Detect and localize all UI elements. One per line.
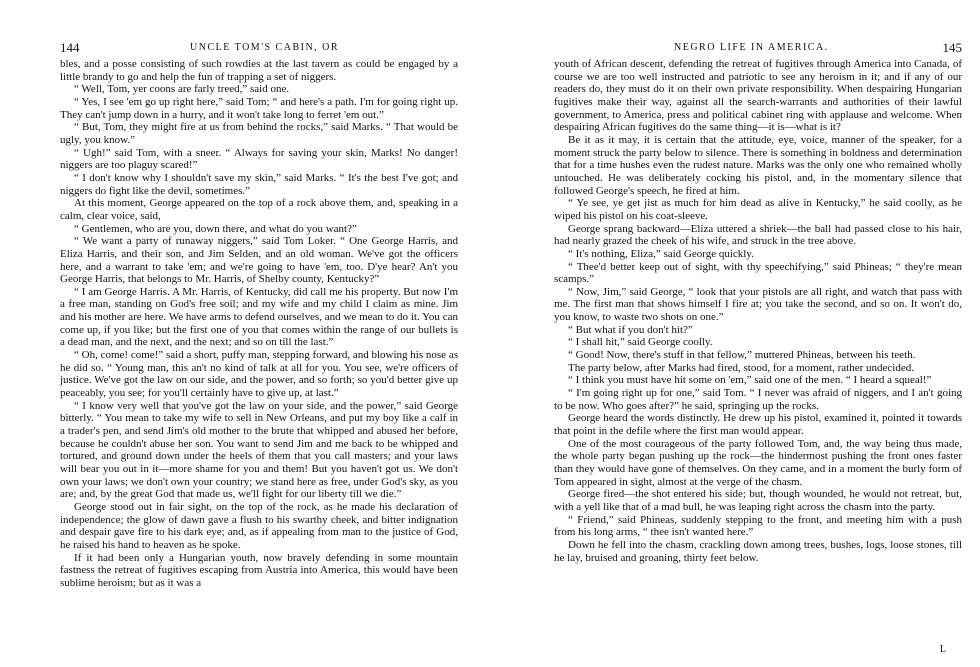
paragraph: “ Now, Jim,” said George, “ look that your pistols are all right, and watch that pass with me. The first man that shows himself I fire at; you take the second, and so on. It won't do, you know, to waste two shots on one.” [554, 285, 962, 324]
left-page-header [60, 40, 458, 58]
left-page-number: 144 [60, 40, 80, 55]
paragraph: Down he fell into the chasm, crackling down among trees, bushes, logs, loose stones, till he lay, bruised and groaning, thirty feet below. [554, 538, 962, 564]
paragraph: Be it as it may, it is certain that the attitude, eye, voice, manner of the speaker, for a moment struck the party below to silence. There is something in boldness and determination that for a time hushes even the rudest nature. Marks was the only one who remained wholly untouched. He was deliberately cocking his pistol, and, in the momentary silence that followed George's speech, he fired at him. [554, 133, 962, 197]
signature-mark: L [939, 644, 946, 655]
paragraph: George sprang backward—Eliza uttered a shriek—the ball had passed close to his hair, had nearly grazed the cheek of his wife, and struck in the tree above. [554, 222, 962, 248]
right-running-head: NEGRO LIFE IN AMERICA. [674, 42, 829, 53]
paragraph: “ Well, Tom, yer coons are farly treed,” said one. [74, 83, 290, 96]
paragraph: “ I'm going right up for one,” said Tom. “ I never was afraid of niggers, and I an't going to be now. Who goes after?” he said, springing up the rocks. [554, 387, 962, 412]
paragraph: “ I am George Harris. A Mr. Harris, of Kentucky, did call me his property. But now I'm a free man, standing on God's free soil; and my wife and my child I claim as mine. Jim and his mother are here. We have arms to defend ourselves, and we mean to do it. You can come up, if you like; but the first one of you that comes within the range of our bullets is a dead man, and the next, and the next; and so on till the last.” [60, 285, 458, 349]
paragraph: “ But, Tom, they might fire at us from behind the rocks,” said Marks. “ That would be ugly, you know.” [60, 121, 458, 146]
paragraph: “ Yes, I see 'em go up right here,” said Tom; “ and here's a path. I'm for going right up. They can't jump down in a hurry, and it won't take long to ferret 'em out.” [60, 95, 458, 121]
right-page [492, 0, 980, 667]
paragraph: bles, and a posse consisting of such rowdies at the last tavern as could be engaged by a little brandy to go and help the fun of trapping a set of niggers. [60, 58, 458, 83]
right-page-text [554, 58, 962, 564]
paragraph: One of the most courageous of the party followed Tom, and, the way being thus made, the whole party began pushing up the rock—the hindermost pushing the front ones faster than they would have gone of themselves. On they came, and in a moment the burly form of Tom appeared in sight, almost at the verge of the chasm. [554, 437, 962, 488]
paragraph: “ Friend,” said Phineas, suddenly stepping to the front, and meeting him with a push from his long arms, “ thee isn't wanted here.” [554, 513, 962, 539]
paragraph: “ Oh, come! come!” said a short, puffy man, stepping forward, and blowing his nose as he did so. “ Young man, this an't no kind of talk at all for you. You see, we're officers of justice. We've got the law on our side, and the power, and so forth; so you'd better give up peaceably, you see; for you'll certainly have to give up, at last.” [60, 349, 458, 400]
left-running-head: UNCLE TOM'S CABIN, OR [190, 42, 340, 53]
left-page-text [60, 58, 458, 590]
paragraph: “ I shall hit,” said George coolly. [568, 336, 713, 349]
paragraph: At this moment, George appeared on the top of a rock above them, and, speaking in a calm, clear voice, said, [60, 197, 458, 222]
paragraph: George heard the words distinctly. He drew up his pistol, examined it, pointed it towards that point in the defile where the first man would appear. [554, 412, 962, 438]
paragraph: “ Ye see, ye get jist as much for him dead as alive in Kentucky,” he said coolly, as he wiped his pistol on his coat-sleeve. [554, 197, 962, 222]
paragraph: George stood out in fair sight, on the top of the rock, as he made his declaration of independence; the glow of dawn gave a flush to his swarthy cheek, and bitter indignation and despair gave fire to his dark eye; and, as if appealing from man to the justice of God, he raised his hand to heaven as he spoke. [60, 500, 458, 551]
paragraph: “ Ugh!” said Tom, with a sneer. “ Always for saving your skin, Marks! No danger! niggers are too plaguy scared!” [60, 146, 458, 172]
paragraph: “ We want a party of runaway niggers,” said Tom Loker. “ One George Harris, and Eliza Harris, and their son, and Jim Selden, and an old woman. We've got the officers here, and a warrant to take 'em; and we're going to have 'em, too. D'ye hear? An't you George Harris, that belongs to Mr. Harris, of Shelby county, Kentucky?” [60, 235, 458, 286]
paragraph: “ I know very well that you've got the law on your side, and the power,” said George bitterly. “ You mean to take my wife to sell in New Orleans, and put my boy like a calf in a trader's pen, and send Jim's old mother to the brute that whipped and abused her before, because he couldn't abuse her son. You want to send Jim and me back to be whipped and tortured, and ground down under the heels of them that you call masters; and your laws will bear you out in it—more shame for you and them! But you haven't got us. We don't own your laws; we don't own your country; we stand here as free, under God's sky, as you are; and, by the great God that made us, we'll fight for our liberty till we die.” [60, 399, 458, 501]
paragraph: “ Thee'd better keep out of sight, with thy speechifying,” said Phineas; “ they're mean scamps.” [554, 260, 962, 286]
left-page [0, 0, 480, 667]
right-page-header [554, 40, 962, 58]
paragraph: The party below, after Marks had fired, stood, for a moment, rather undecided. [568, 361, 914, 374]
paragraph: youth of African descent, defending the retreat of fugitives through America into Canada, of course we are too well instructed and patriotic to see any heroism in it; and if any of our readers do, they must do it on their own private responsibility. When despairing Hungarian fugitives make their way, against all the search-warrants and authorities of their lawful government, to America, press and political cabinet ring with applause and welcome. When despairing African fugitives do the same thing—it is—what is it? [554, 58, 962, 134]
paragraph: “ It's nothing, Eliza,” said George quickly. [568, 247, 754, 260]
paragraph: “ But what if you don't hit?” [568, 323, 693, 336]
paragraph: George fired—the shot entered his side; but, though wounded, he would not retreat, but, with a yell like that of a mad bull, he was leaping right across the chasm into the party. [554, 488, 962, 513]
paragraph: If it had been only a Hungarian youth, now bravely defending in some mountain fastness the retreat of fugitives escaping from Austria into America, this would have been sublime heroism; but as it was a [60, 551, 458, 589]
paragraph: “ Gentlemen, who are you, down there, and what do you want?” [74, 222, 357, 235]
right-page-number: 145 [942, 40, 962, 55]
paragraph: “ I think you must have hit some on 'em,” said one of the men. “ I heard a squeal!” [568, 374, 932, 387]
paragraph: “ Good! Now, there's stuff in that fellow,” muttered Phineas, between his teeth. [568, 349, 916, 362]
paragraph: “ I don't know why I shouldn't save my skin,” said Marks. “ It's the best I've got; and niggers do fight like the devil, sometimes.” [60, 171, 458, 197]
